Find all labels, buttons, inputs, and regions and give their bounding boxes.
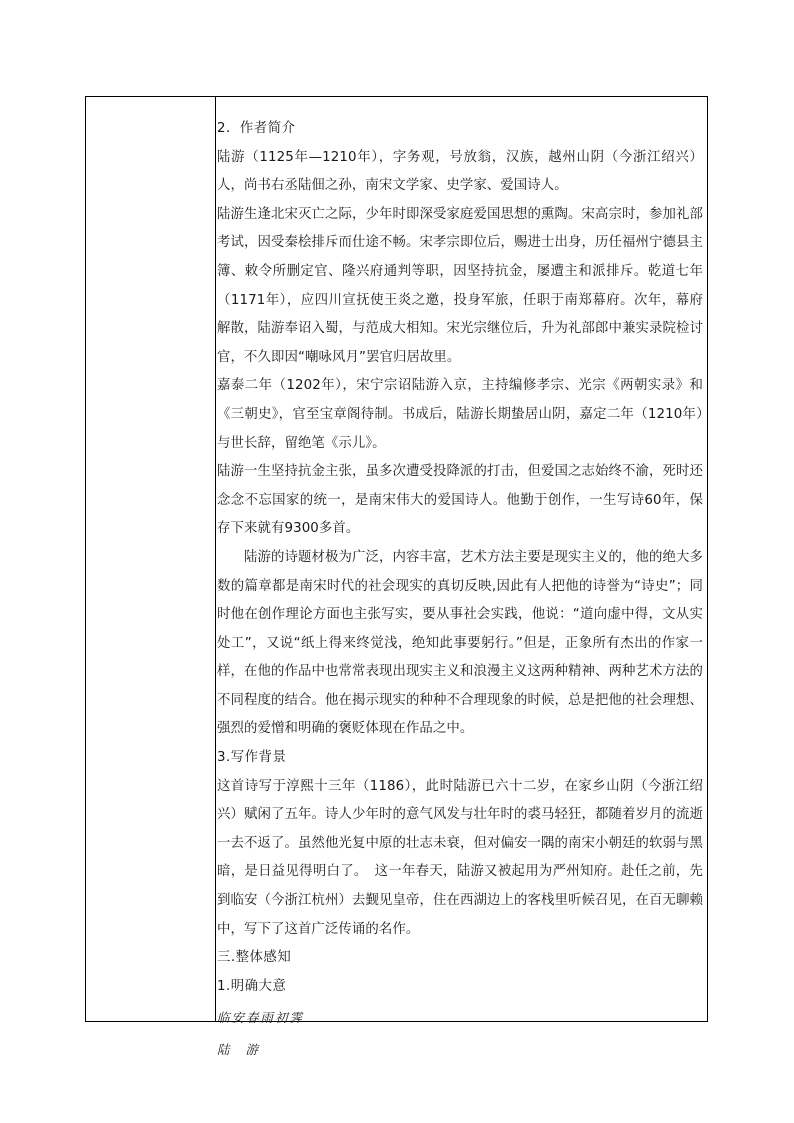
table-left-cell — [86, 97, 216, 1021]
section-heading-author-intro: 2．作者简介 — [217, 121, 296, 136]
document-table — [85, 96, 708, 1058]
paragraph-author-patriotism: 陆游一生坚持抗金主张，虽多次遭受投降派的打击，但爱国之志始终不渝，死时还念念不忘国家的统一，是南宋伟大的爱国诗人。他勤于创作，一生写诗60年，保存下来就有9300多首。 — [217, 464, 703, 537]
poem-title: 临安春雨初霁 — [217, 1010, 305, 1026]
poem-author: 陆游 — [217, 1042, 275, 1058]
section-heading-background: 3.写作背景 — [217, 750, 287, 766]
subheading-meaning: 1.明确大意 — [217, 978, 287, 994]
paragraph-background: 这首诗写于淳熙十三年（1186），此时陆游已六十二岁，在家乡山阴（今浙江绍兴）赋闲了五年。诗人少年时的意气风发与壮年时的裘马轻狂，都随着岁月的流逝一去不返了。虽然他光复中原的壮志未衰，但对偏安一隅的南宋小朝廷的软弱与黑暗，是日益见得明白了。 这一年春天，陆游又被起用为严州知府。赴任之前，先到临安（今浙江杭州）去觐见皇帝，住在西湖边上的客栈里听候召见，在百无聊赖中，写下了这首广泛传诵的名作。 — [217, 778, 703, 937]
paragraph-author-later-years: 嘉泰二年（1202年），宋宁宗诏陆游入京，主持编修孝宗、光宗《两朝实录》和《三朝史》，官至宝章阁待制。书成后，陆游长期蛰居山阴，嘉定二年（1210年）与世长辞，留绝笔《示儿》。 — [217, 378, 703, 451]
section-heading-overall: 三.整体感知 — [217, 950, 292, 966]
paragraph-author-career: 陆游生逢北宋灭亡之际，少年时即深受家庭爱国思想的熏陶。宋高宗时，参加礼部考试，因受秦桧排斥而仕途不畅。宋孝宗即位后，赐进士出身，历任福州宁德县主簿、敕令所删定官、隆兴府通判等职，因坚持抗金，屡遭主和派排斥。乾道七年（1171年），应四川宣抚使王炎之邀，投身军旅，任职于南郑幕府。次年，幕府解散，陆游奉诏入蜀，与范成大相知。宋光宗继位后，升为礼部郎中兼实录院检讨官，不久即因“嘲咏风月”罢官归居故里。 — [217, 206, 703, 365]
paragraph-author-poetics: 陆游的诗题材极为广泛，内容丰富，艺术方法主要是现实主义的，他的绝大多数的篇章都是南宋时代的社会现实的真切反映,因此有人把他的诗誉为“诗史”；同时他在创作理论方面也主张写实，要从事社会实践，他说：“道向虚中得，文从实处工”，又说“纸上得来终觉浅，绝知此事要躬行。”但是，正象所有杰出的作家一样，在他的作品中也常常表现出现实主义和浪漫主义这两种精神、两种艺术方法的不同程度的结合。他在揭示现实的种种不合理现象的时候，总是把他的社会理想、强烈的爱憎和明确的褒贬体现在作品之中。 — [217, 549, 703, 737]
paragraph-author-basic: 陆游（1125年—1210年），字务观，号放翁，汉族，越州山阴（今浙江绍兴）人，尚书右丞陆佃之孙，南宋文学家、史学家、爱国诗人。 — [217, 149, 703, 194]
table-right-cell — [217, 115, 703, 1067]
